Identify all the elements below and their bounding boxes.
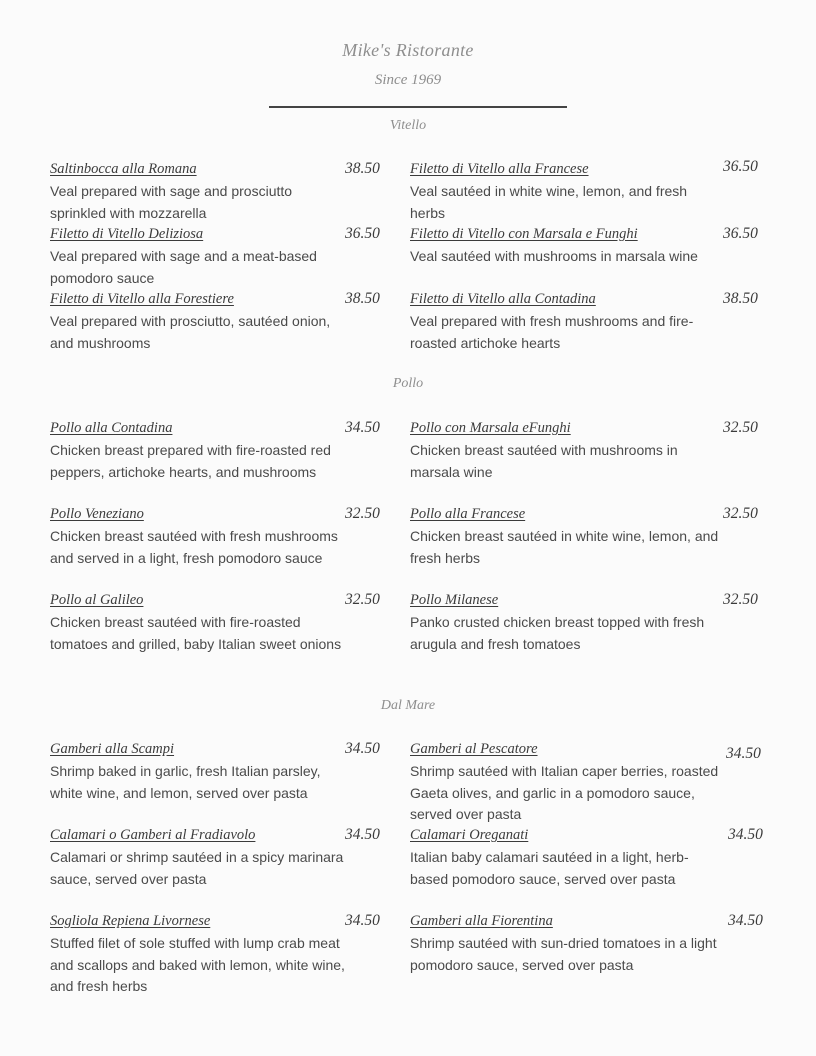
restaurant-title: Mike's Ristorante bbox=[342, 40, 474, 60]
item-description: Shrimp sautéed with Italian caper berries, roasted Gaeta olives, and garlic in a pomodoro sauce, served over pasta bbox=[410, 763, 719, 822]
menu-item bbox=[410, 590, 758, 655]
menu-item bbox=[410, 289, 758, 354]
item-description: Veal prepared with fresh mushrooms and fire-roasted artichoke hearts bbox=[410, 313, 694, 351]
menu-item bbox=[50, 224, 380, 289]
menu-item bbox=[50, 504, 380, 569]
item-description: Chicken breast sautéed with mushrooms in marsala wine bbox=[410, 442, 678, 480]
item-price: 34.50 bbox=[728, 912, 763, 929]
item-name: Calamari o Gamberi al Fradiavolo bbox=[50, 827, 256, 843]
since-subtitle: Since 1969 bbox=[374, 72, 442, 88]
item-description: Stuffed filet of sole stuffed with lump crab meat and scallops and baked with lemon, white wine, and fresh herbs bbox=[50, 935, 345, 994]
item-price: 32.50 bbox=[723, 419, 758, 436]
section-heading-vitello: Vitello bbox=[389, 118, 427, 133]
item-price: 34.50 bbox=[728, 826, 763, 843]
item-description: Panko crusted chicken breast topped with fresh arugula and fresh tomatoes bbox=[410, 614, 705, 652]
item-description: Veal prepared with sage and a meat-based pomodoro sauce bbox=[50, 248, 317, 286]
menu-item bbox=[50, 739, 380, 804]
item-price: 32.50 bbox=[345, 591, 380, 608]
menu-item bbox=[50, 418, 380, 483]
menu-item bbox=[410, 739, 761, 826]
item-name: Gamberi alla Fiorentina bbox=[410, 913, 553, 929]
item-description: Italian baby calamari sautéed in a light, herb-based pomodoro sauce, served over pasta bbox=[410, 849, 689, 887]
menu-item bbox=[50, 911, 380, 998]
item-name: Gamberi al Pescatore bbox=[410, 741, 538, 757]
item-name: Pollo con Marsala eFunghi bbox=[410, 420, 571, 436]
item-description: Shrimp sautéed with sun-dried tomatoes in a light pomodoro sauce, served over pasta bbox=[410, 935, 717, 973]
section-heading-pollo: Pollo bbox=[392, 376, 424, 391]
item-name: Pollo al Galileo bbox=[50, 592, 144, 608]
item-price: 34.50 bbox=[345, 419, 380, 436]
item-name: Pollo alla Francese bbox=[410, 506, 526, 522]
item-name: Sogliola Repiena Livornese bbox=[50, 913, 211, 929]
item-name: Gamberi alla Scampi bbox=[50, 741, 175, 757]
item-name: Pollo alla Contadina bbox=[50, 420, 173, 436]
item-name: Filetto di Vitello alla Forestiere bbox=[50, 291, 234, 307]
item-price: 38.50 bbox=[345, 290, 380, 307]
menu-item bbox=[410, 224, 758, 268]
menu-item bbox=[50, 289, 380, 354]
item-name: Filetto di Vitello con Marsala e Funghi bbox=[410, 226, 638, 242]
item-price: 32.50 bbox=[723, 591, 758, 608]
item-price: 36.50 bbox=[723, 225, 758, 242]
item-price: 34.50 bbox=[726, 745, 761, 762]
item-price: 36.50 bbox=[723, 158, 758, 175]
menu-item bbox=[410, 158, 758, 224]
item-description: Chicken breast sautéed with fresh mushrooms and served in a light, fresh pomodoro sauce bbox=[50, 528, 338, 566]
menu-item bbox=[50, 590, 380, 655]
item-price: 38.50 bbox=[723, 290, 758, 307]
item-name: Saltinbocca alla Romana bbox=[50, 161, 197, 177]
item-description: Veal sautéed with mushrooms in marsala wine bbox=[410, 248, 698, 264]
menu-item bbox=[410, 504, 758, 569]
item-price: 32.50 bbox=[723, 505, 758, 522]
menu-item bbox=[410, 911, 763, 976]
item-name: Filetto di Vitello alla Francese bbox=[410, 161, 589, 177]
item-name: Pollo Milanese bbox=[410, 592, 499, 608]
item-description: Calamari or shrimp sautéed in a spicy marinara sauce, served over pasta bbox=[50, 849, 344, 887]
header-divider bbox=[269, 106, 567, 108]
item-description: Veal sautéed in white wine, lemon, and fresh herbs bbox=[410, 183, 688, 221]
item-name: Pollo Veneziano bbox=[50, 506, 144, 522]
section-heading-dal-mare: Dal Mare bbox=[380, 698, 436, 713]
menu-item bbox=[50, 159, 380, 224]
item-description: Chicken breast prepared with fire-roasted red peppers, artichoke hearts, and mushrooms bbox=[50, 442, 331, 480]
menu-item bbox=[410, 825, 763, 890]
item-name: Filetto di Vitello alla Contadina bbox=[410, 291, 596, 307]
item-price: 36.50 bbox=[345, 225, 380, 242]
item-description: Shrimp baked in garlic, fresh Italian parsley, white wine, and lemon, served over pasta bbox=[50, 763, 321, 801]
item-description: Veal prepared with sage and prosciutto sprinkled with mozzarella bbox=[50, 183, 293, 221]
item-name: Calamari Oreganati bbox=[410, 827, 529, 843]
item-price: 32.50 bbox=[345, 505, 380, 522]
menu-item bbox=[410, 418, 758, 483]
item-price: 34.50 bbox=[345, 740, 380, 757]
menu-item bbox=[50, 825, 380, 890]
item-name: Filetto di Vitello Deliziosa bbox=[50, 226, 204, 242]
item-price: 34.50 bbox=[345, 826, 380, 843]
item-description: Chicken breast sautéed with fire-roasted tomatoes and grilled, baby Italian sweet onions bbox=[50, 614, 342, 652]
item-description: Chicken breast sautéed in white wine, lemon, and fresh herbs bbox=[410, 528, 719, 566]
item-description: Veal prepared with prosciutto, sautéed onion, and mushrooms bbox=[50, 313, 331, 351]
item-price: 38.50 bbox=[345, 160, 380, 177]
item-price: 34.50 bbox=[345, 912, 380, 929]
